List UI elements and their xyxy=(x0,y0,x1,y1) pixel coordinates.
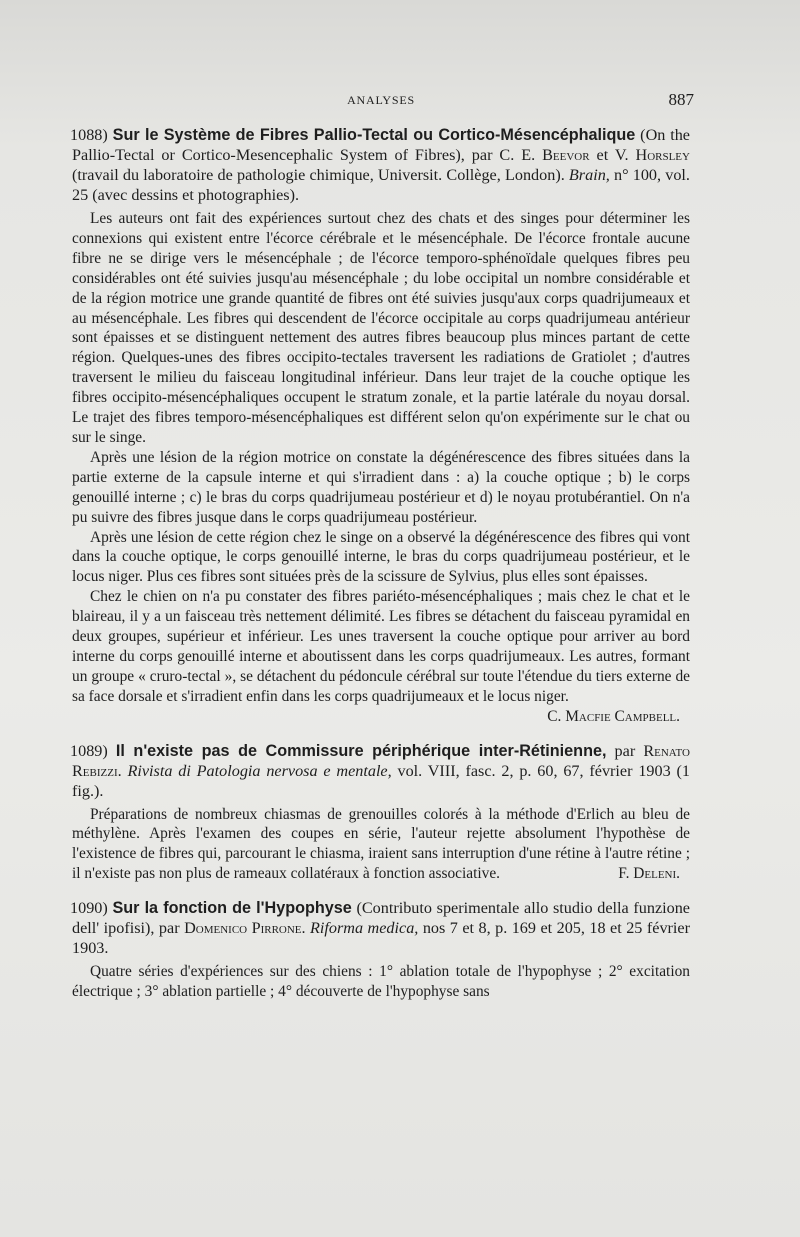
entry-ref: . xyxy=(117,761,128,780)
entry-journal: Riforma medica, xyxy=(310,919,419,938)
entry-signature: F. Deleni. xyxy=(618,865,680,883)
entry-heading xyxy=(72,125,690,205)
entry-author: Horsley xyxy=(635,146,690,164)
entry-ref: n° 100, vol. 25 (avec dessins et photographies). xyxy=(72,166,690,204)
entry-journal: Brain, xyxy=(568,166,610,184)
entry-ref: par xyxy=(606,741,644,760)
entry-ref: (Contributo sperimentale allo studio della funzione dell' ipofisi), par xyxy=(72,899,690,938)
entry-number: 1088) xyxy=(70,126,108,144)
entry-paragraph: Quatre séries d'expériences sur des chiens : 1° ablation totale de l'hypophyse ; 2° excitation électrique ; 3° ablation partielle ; 4° découverte de l'hypophyse sans xyxy=(72,963,690,1001)
entry-paragraph xyxy=(72,587,690,725)
entry-title: Sur le Système de Fibres Pallio-Tectal ou Cortico-Mésencéphalique xyxy=(112,126,636,144)
entry-author: C. E. Beevor xyxy=(499,146,590,164)
entry-title: Sur la fonction de l'Hypophyse xyxy=(112,899,352,918)
abstract-entry-1089 xyxy=(72,741,690,885)
entry-ref: (travail du laboratoire de pathologie chimique, Universit. Collège, London). xyxy=(72,166,569,184)
page-number: 887 xyxy=(668,90,694,109)
page-header xyxy=(72,90,694,115)
entry-paragraph-text: Chez le chien on n'a pu constater des fibres pariéto-mésencéphaliques ; mais chez le chat et le blaireau, il y a un faisceau très nettement délimité. Les fibres se détachent du faisceau pyramidal en deux groupes, supérieur et inférieur. Les unes traversent la couche optique pour arriver au bord interne du corps genouillé interne et aboutissent dans les corps quadrijumeaux. Les autres, formant un groupe « cruro-tectal », se détachent du pédoncule cérébral sur toute l'étendue du tiers externe de sa face dorsale et s'irradient enfin dans les corps quadrijumeaux et le locus niger. xyxy=(72,588,690,705)
entry-heading xyxy=(72,898,690,958)
entry-number: 1089) xyxy=(70,741,108,760)
entry-author: Renato Rebizzi xyxy=(72,741,690,780)
entry-paragraph: Après une lésion de cette région chez le singe on a observé la dégénérescence des fibres qui vont dans la couche optique, le corps genouillé interne, le bras du corps quadrijumeau postérieur, et le locus niger. Plus ces fibres sont situées près de la scissure de Sylvius, plus elles sont épaisses. xyxy=(72,528,690,586)
entry-ref: (On the Pallio-Tectal or Cortico-Mesencephalic System of Fibres), par xyxy=(72,126,690,164)
entry-author: Domenico Pirrone xyxy=(184,919,302,938)
entry-paragraph: Les auteurs ont fait des expériences surtout chez des chats et des singes pour déterminer les connexions qui existent entre l'écorce cérébrale et le mésencéphale. De l'écorce frontale aucune fibre ne se dirige vers le mésencéphale ; de l'écorce temporo-sphénoïdale quelques fibres peu considérables ont été suivies jusqu'au mésencéphale ; du lobe occipital un nombre considérable et de la région motrice une grande quantité de fibres ont été suivies jusqu'aux corps quadrijumeaux et au mésencéphale. Les fibres qui descendent de l'écorce occipitale au corps quadrijumeau antérieur sont épaisses et se distinguent nettement des autres fibres beaucoup plus minces partant de cette région. Quelques-unes des fibres occipito-tectales traversent les radiations de Gratiolet ; d'autres traversent le milieu du faisceau longitudinal inférieur. Dans leur trajet de la couche optique les fibres occipito-mésencéphaliques occupent le stratum zonale, et la partie latérale du noyau dorsal. Le trajet des fibres temporo-mésencéphaliques est différent selon qu'on expérimente sur le chat ou sur le singe. xyxy=(72,210,690,446)
entry-title: Il n'existe pas de Commissure périphérique inter-Rétinienne, xyxy=(115,741,607,760)
entry-number: 1090) xyxy=(70,899,108,918)
running-head: ANALYSES xyxy=(347,93,415,107)
entry-paragraph xyxy=(72,805,690,885)
entry-signature: C. Macfie Campbell. xyxy=(547,707,680,725)
abstract-entry-1088 xyxy=(72,125,690,727)
entry-heading xyxy=(72,741,690,801)
entry-ref: . xyxy=(301,919,311,938)
abstract-entry-1090 xyxy=(72,898,690,1002)
entry-ref: vol. VIII, fasc. 2, p. 60, 67, février 1903 (1 fig.). xyxy=(72,761,690,800)
entry-paragraph-text: Préparations de nombreux chiasmas de grenouilles colorés à la méthode d'Erlich au bleu de méthylène. Après l'examen des coupes en série, l'auteur rejette absolument l'hypothèse de l'existence de fibres qui, parcourant le chiasma, iraient sans interruption d'une rétine à l'autre rétine ; il n'existe pas non plus de rameaux collatéraux à fonction associative. xyxy=(72,805,690,883)
entry-ref: nos 7 et 8, p. 169 et 205, 18 et 25 février 1903. xyxy=(72,919,690,958)
entry-journal: Rivista di Patologia nervosa e mentale, xyxy=(127,761,392,780)
entry-ref: et V. xyxy=(589,146,636,164)
entry-paragraph: Après une lésion de la région motrice on constate la dégénérescence des fibres situées dans la partie externe de la capsule interne et qui s'irradient dans : a) la couche optique ; b) le corps genouillé interne ; c) le bras du corps quadrijumeau postérieur et d) le noyau protubérantiel. On n'a pu suivre des fibres jusque dans le corps quadrijumeau postérieur. xyxy=(72,448,690,526)
